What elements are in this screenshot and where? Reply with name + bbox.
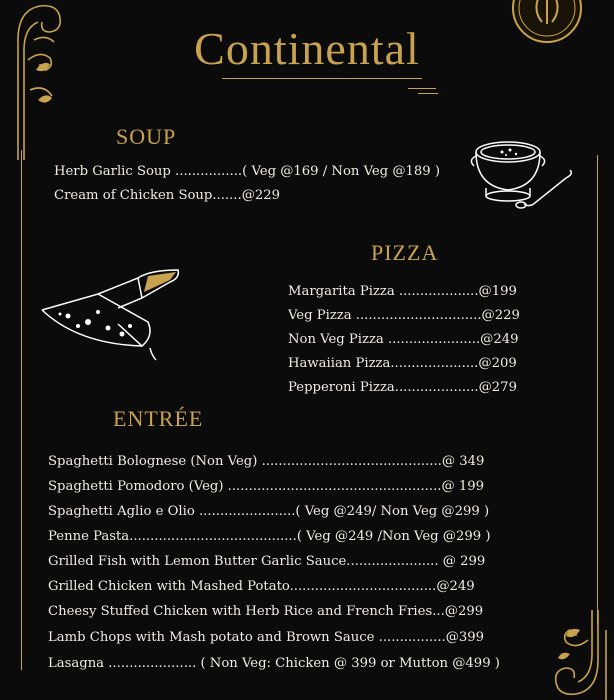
menu-item: Hawaiian Pizza.....................@209: [288, 356, 517, 371]
title-underline: [222, 78, 422, 79]
menu-item: Cheesy Stuffed Chicken with Herb Rice and French Fries...@299: [48, 604, 484, 619]
left-border-line: [21, 150, 22, 670]
soup-heading: SOUP: [116, 124, 177, 149]
menu-item: Cream of Chicken Soup.......@229: [54, 188, 281, 203]
page-title: Continental: [194, 23, 420, 74]
flourish-bottom-right-icon: [548, 610, 614, 700]
menu-item: Lasagna ..................... ( Non Veg: Chicken @ 399 or Mutton @499 ): [48, 656, 500, 671]
pizza-slice-icon: [38, 264, 183, 364]
title-underline-short: [408, 88, 436, 89]
entree-heading: ENTRÉE: [113, 406, 204, 431]
menu-item: Pepperoni Pizza....................@279: [288, 380, 517, 395]
menu-item: Margarita Pizza ...................@199: [288, 284, 517, 299]
soup-bowl-icon: [466, 130, 576, 215]
right-border-line: [597, 155, 598, 625]
menu-item: Spaghetti Bolognese (Non Veg) ...........................................@ 349: [48, 454, 485, 469]
menu-item: Non Veg Pizza ......................@249: [288, 332, 519, 347]
pizza-heading: PIZZA: [371, 240, 439, 265]
menu-item: Spaghetti Aglio e Olio .......................( Veg @249/ Non Veg @299 ): [48, 504, 490, 519]
menu-item: Grilled Fish with Lemon Butter Garlic Sauce...................... @ 299: [48, 554, 486, 569]
menu-item: Spaghetti Pomodoro (Veg) ...................................................@ 199: [48, 479, 485, 494]
title-underline-short: [418, 93, 438, 94]
menu-item: Lamb Chops with Mash potato and Brown Sauce ................@399: [48, 630, 485, 645]
menu-item: Herb Garlic Soup ................( Veg @169 / Non Veg @189 ): [54, 164, 441, 179]
menu-item: Grilled Chicken with Mashed Potato...................................@249: [48, 579, 475, 594]
menu-item: Penne Pasta........................................( Veg @249 /Non Veg @299 ): [48, 529, 491, 544]
menu-item: Veg Pizza ..............................@229: [288, 308, 520, 323]
